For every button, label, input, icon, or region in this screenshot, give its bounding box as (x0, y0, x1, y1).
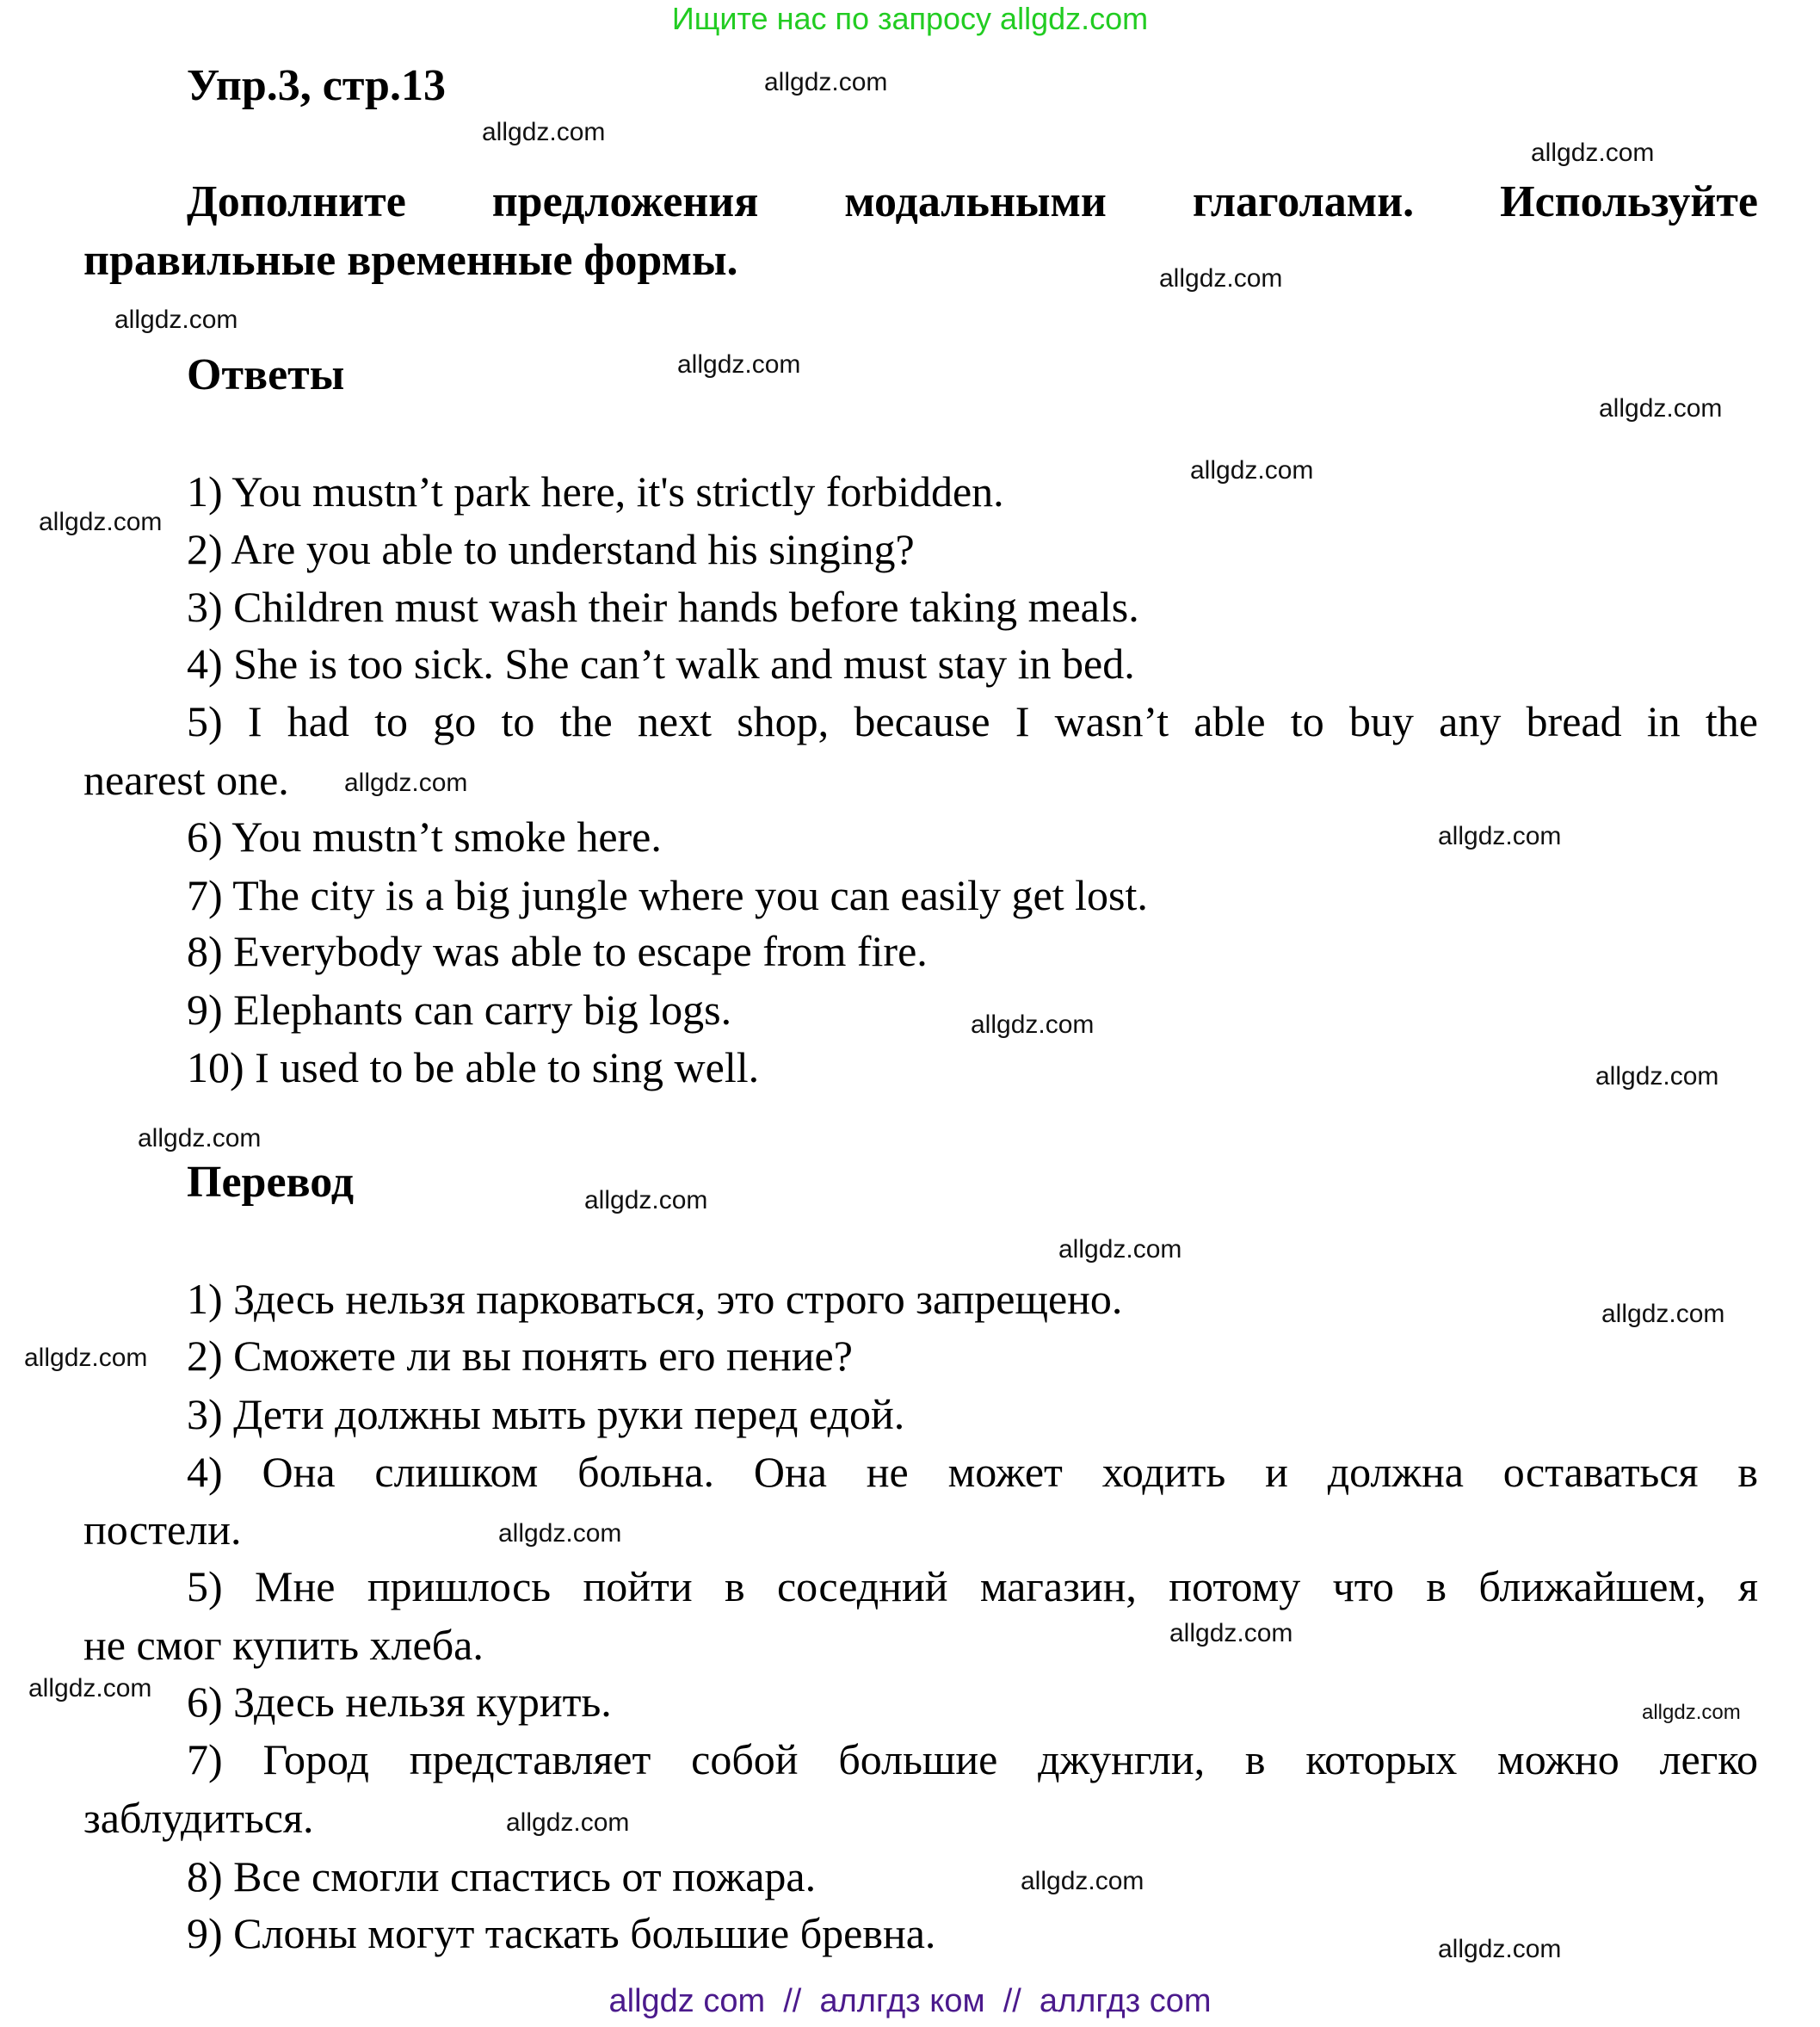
watermark: allgdz.com (24, 1344, 148, 1372)
watermark: allgdz.com (1599, 394, 1723, 423)
task-line-1: Дополните предложения модальными глаголами. Используйте (187, 177, 1758, 226)
watermark: allgdz.com (1058, 1235, 1182, 1264)
translation-line: 6) Здесь нельзя курить. (187, 1678, 612, 1726)
translation-line: постели. (83, 1505, 242, 1554)
answer-line: 7) The city is a big jungle where you can easily get lost. (187, 871, 1148, 919)
watermark: allgdz.com (584, 1186, 708, 1214)
watermark: allgdz.com (28, 1674, 152, 1703)
header-banner: Ищите нас по запросу allgdz.com (671, 1, 1149, 36)
translation-line: 5) Мне пришлось пойти в соседний магазин, потому что в ближайшем, я (187, 1562, 1758, 1610)
footer-link[interactable]: allgdz com // аллгдз ком // аллгдз com (608, 1983, 1212, 2019)
translation-line: заблудиться. (83, 1794, 314, 1842)
translation-line: 3) Дети должны мыть руки перед едой. (187, 1390, 905, 1438)
watermark: allgdz.com (498, 1519, 622, 1548)
translation-line: 4) Она слишком больна. Она не может ходить и должна оставаться в (187, 1448, 1758, 1496)
watermark: allgdz.com (677, 350, 801, 379)
watermark: allgdz.com (344, 769, 468, 797)
translation-line: 8) Все смогли спастись от пожара. (187, 1852, 817, 1900)
watermark: allgdz.com (138, 1124, 262, 1153)
translation-line: не смог купить хлеба. (83, 1621, 484, 1669)
answer-line: 3) Children must wash their hands before taking meals. (187, 583, 1139, 631)
watermark: allgdz.com (114, 306, 238, 334)
watermark: allgdz.com (1190, 456, 1314, 485)
answer-line: 8) Everybody was able to escape from fire. (187, 927, 928, 975)
answer-line: 9) Elephants can carry big logs. (187, 986, 732, 1034)
watermark: allgdz.com (1601, 1300, 1725, 1328)
watermark: allgdz.com (482, 118, 606, 146)
watermark: allgdz.com (1159, 264, 1283, 293)
answer-line: nearest one. (83, 756, 289, 804)
translation-line: 1) Здесь нельзя парковаться, это строго запрещено. (187, 1275, 1123, 1323)
translation-line: 7) Город представляет собой большие джунгли, в которых можно легко (187, 1735, 1758, 1783)
translation-line: 9) Слоны могут таскать большие бревна. (187, 1909, 936, 1957)
answer-line: 4) She is too sick. She can’t walk and must stay in bed. (187, 640, 1135, 688)
translation-line: 2) Сможете ли вы понять его пение? (187, 1332, 853, 1380)
watermark: allgdz.com (1021, 1867, 1144, 1895)
watermark: allgdz.com (1642, 1701, 1741, 1724)
watermark: allgdz.com (1438, 1935, 1562, 1963)
task-line-2: правильные временные формы. (83, 236, 738, 285)
answers-heading: Ответы (187, 350, 345, 399)
answer-line: 10) I used to be able to sing well. (187, 1043, 760, 1091)
watermark: allgdz.com (1531, 139, 1655, 167)
watermark: allgdz.com (1438, 822, 1562, 850)
answer-line: 2) Are you able to understand his singing? (187, 525, 915, 573)
watermark: allgdz.com (506, 1808, 630, 1837)
answer-line: 1) You mustn’t park here, it's strictly forbidden. (187, 467, 1004, 516)
watermark: allgdz.com (39, 508, 163, 536)
answer-line: 6) You mustn’t smoke here. (187, 813, 662, 861)
watermark: allgdz.com (764, 68, 888, 96)
page-title: Упр.3, стр.13 (187, 61, 446, 110)
answer-line: 5) I had to go to the next shop, because I wasn’t able to buy any bread in the (187, 697, 1758, 745)
translation-heading: Перевод (187, 1158, 355, 1207)
watermark: allgdz.com (1169, 1619, 1293, 1647)
watermark: allgdz.com (1595, 1062, 1719, 1091)
watermark: allgdz.com (971, 1010, 1095, 1039)
